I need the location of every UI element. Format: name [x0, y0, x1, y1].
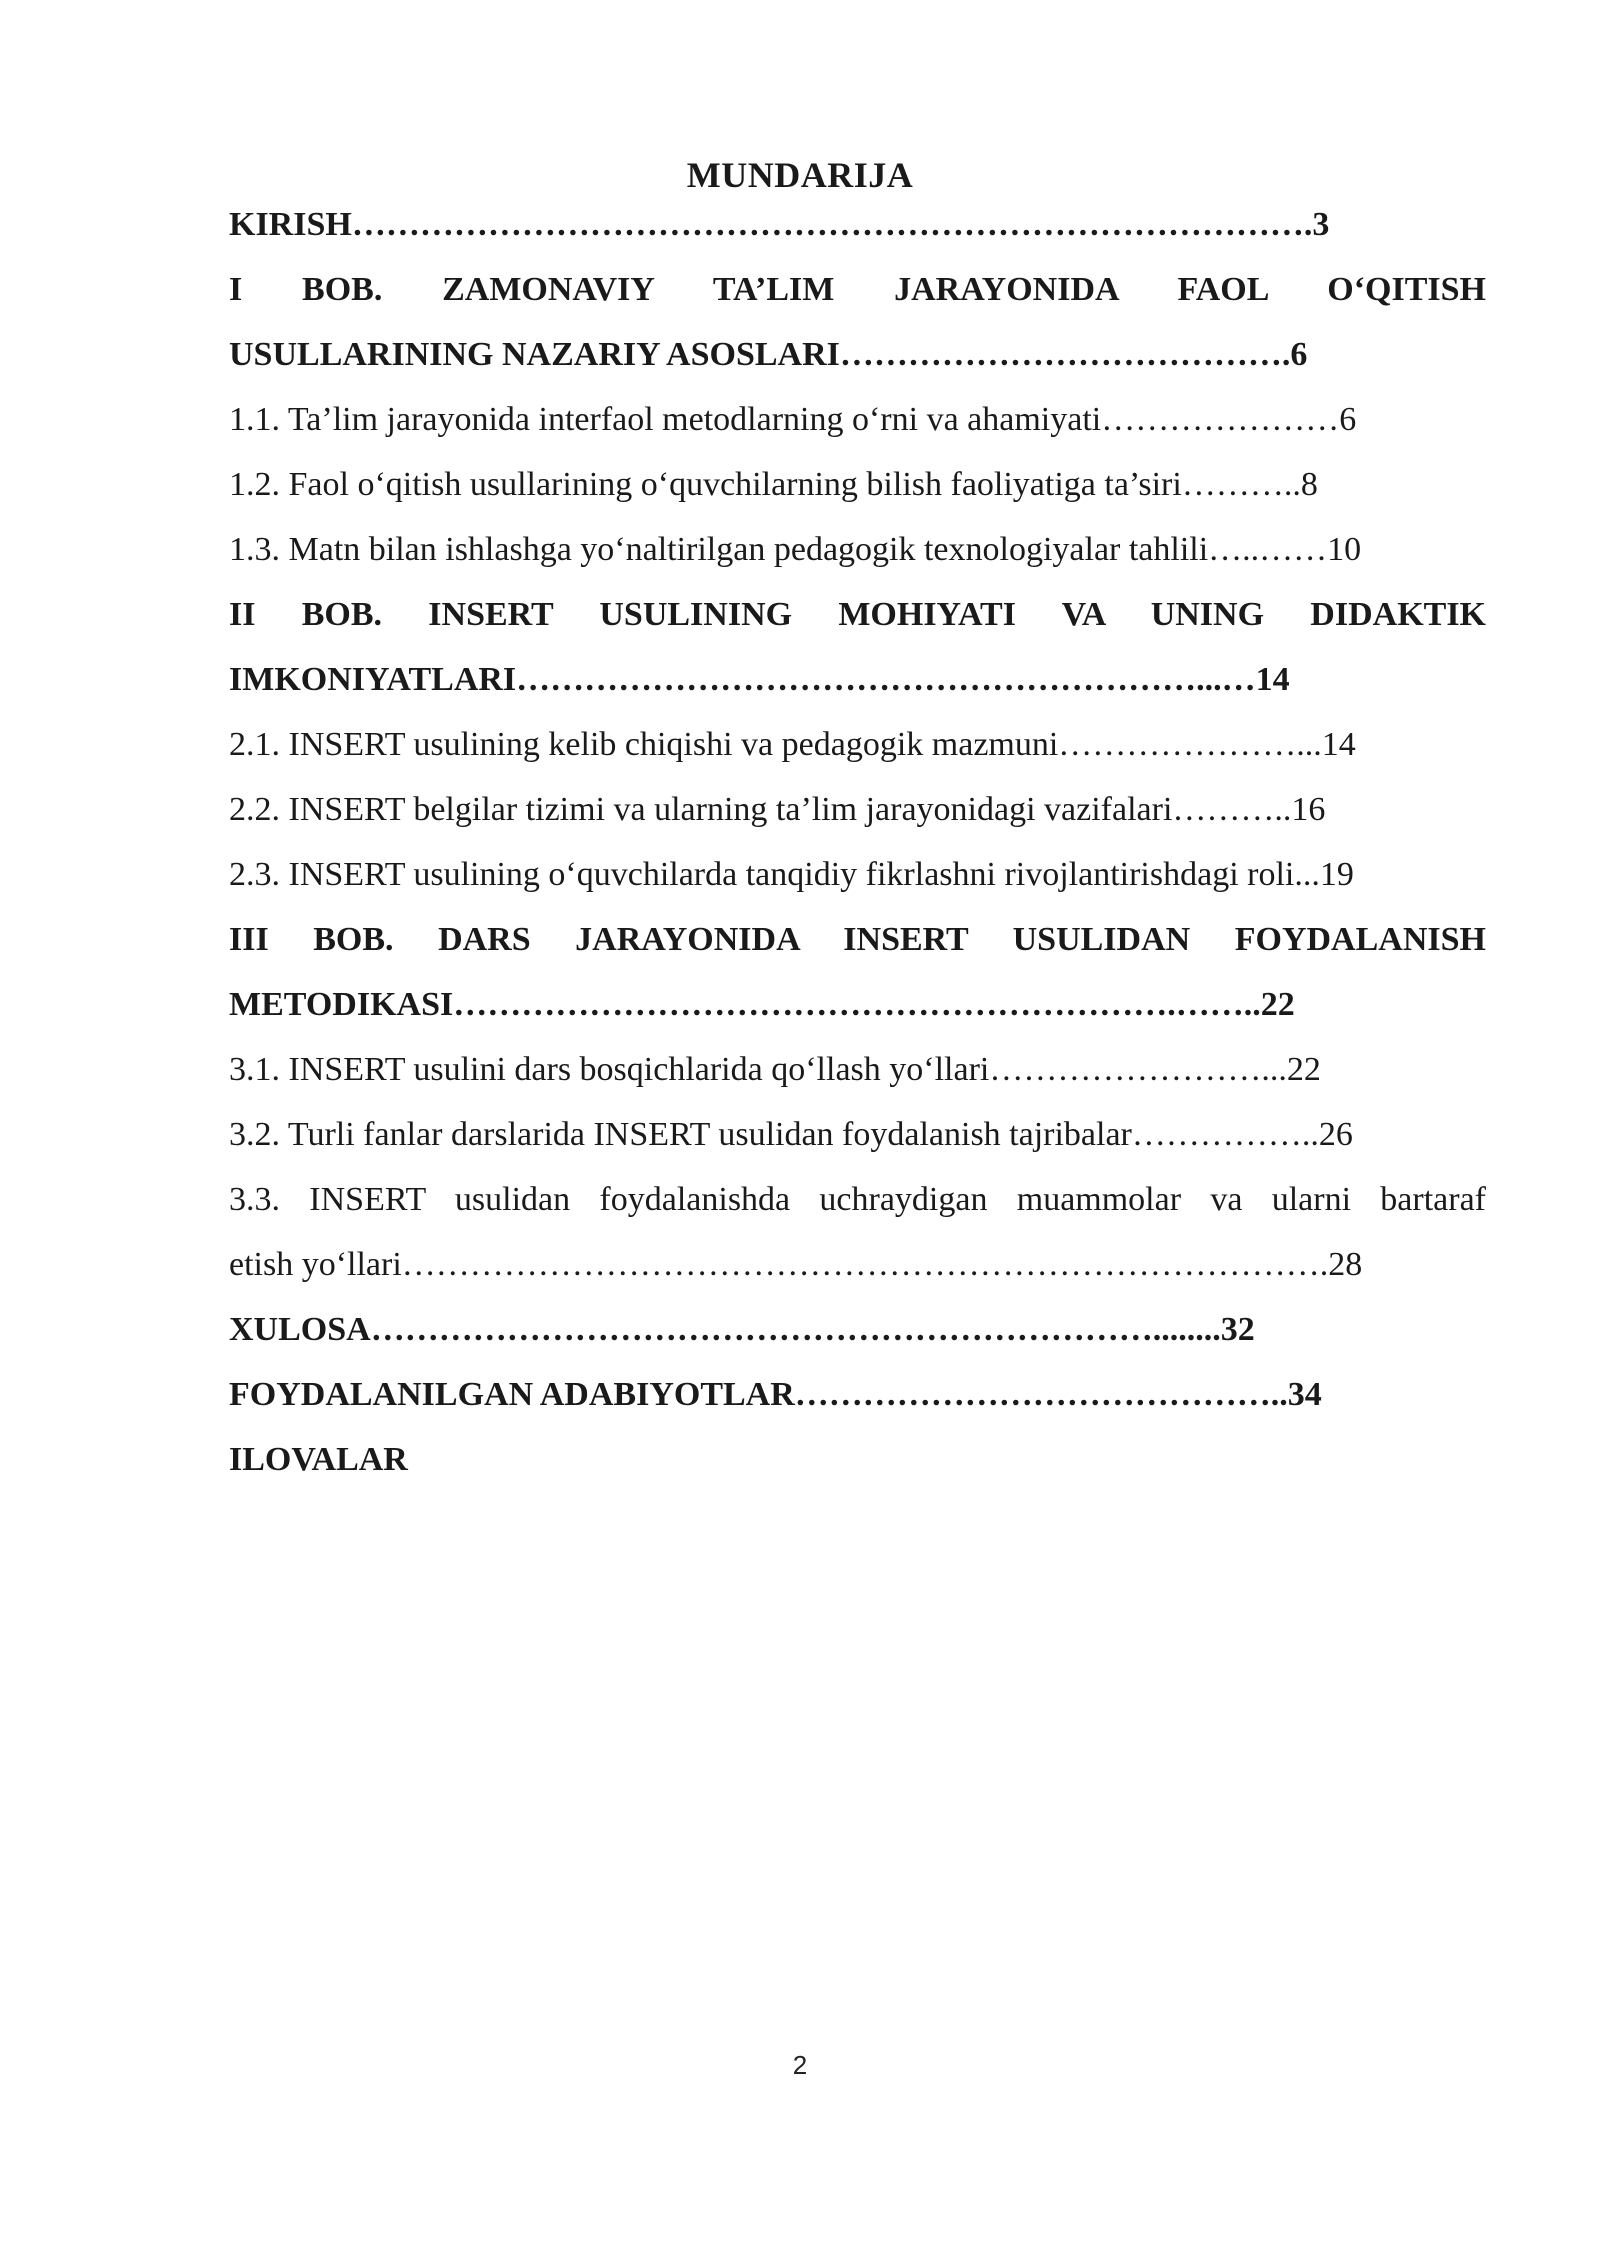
toc-line: 3.3. INSERT usulidan foydalanishda uchraydigan muammolar va ularni bartaraf: [229, 1181, 1486, 1218]
toc-line: METODIKASI……………………………………………………….……..22: [229, 986, 1295, 1023]
toc-line: 3.2. Turli fanlar darslarida INSERT usulidan foydalanish tajribalar……………..26: [229, 1116, 1353, 1153]
toc-line: XULOSA……………………………………………………………........32: [229, 1311, 1255, 1348]
table-of-contents: [229, 200, 1486, 1500]
toc-line: 2.1. INSERT usulining kelib chiqishi va pedagogik mazmuni…………………...14: [229, 726, 1356, 763]
toc-line: IMKONIYATLARI……………………………………………………...…14: [229, 661, 1290, 698]
toc-line: 1.2. Faol o‘qitish usullarining o‘quvchilarning bilish faoliyatiga ta’siri………..8: [229, 466, 1318, 503]
toc-line: FOYDALANILGAN ADABIYOTLAR……………………………………..34: [229, 1376, 1322, 1413]
toc-line: ILOVALAR: [229, 1441, 408, 1478]
page-number: 2: [792, 2050, 808, 2080]
toc-line: 2.3. INSERT usulining o‘quvchilarda tanqidiy fikrlashni rivojlantirishdagi roli...19: [229, 856, 1354, 893]
toc-line: 2.2. INSERT belgilar tizimi va ularning ta’lim jarayonidagi vazifalari………..16: [229, 791, 1326, 828]
toc-line: etish yo‘llari……………………………………………………………………….28: [229, 1246, 1363, 1283]
toc-line: II BOB. INSERT USULINING MOHIYATI VA UNING DIDAKTIK: [229, 596, 1486, 633]
toc-line: USULLARINING NAZARIY ASOSLARI………………………………….6: [229, 336, 1308, 373]
toc-line: 1.1. Ta’lim jarayonida interfaol metodlarning o‘rni va ahamiyati…………………6: [229, 401, 1357, 438]
toc-line: I BOB. ZAMONAVIY TA’LIM JARAYONIDA FAOL O‘QITISH: [229, 271, 1486, 308]
page-title: MUNDARIJA: [686, 155, 914, 195]
toc-line: 1.3. Matn bilan ishlashga yo‘naltirilgan pedagogik texnologiyalar tahlili…..……10: [229, 531, 1362, 568]
toc-line: KIRISH………………………………………………………………………….3: [229, 206, 1330, 243]
toc-line: III BOB. DARS JARAYONIDA INSERT USULIDAN FOYDALANISH: [229, 921, 1486, 958]
toc-line: 3.1. INSERT usulini dars bosqichlarida qo‘llash yo‘llari……………………...22: [229, 1051, 1321, 1088]
